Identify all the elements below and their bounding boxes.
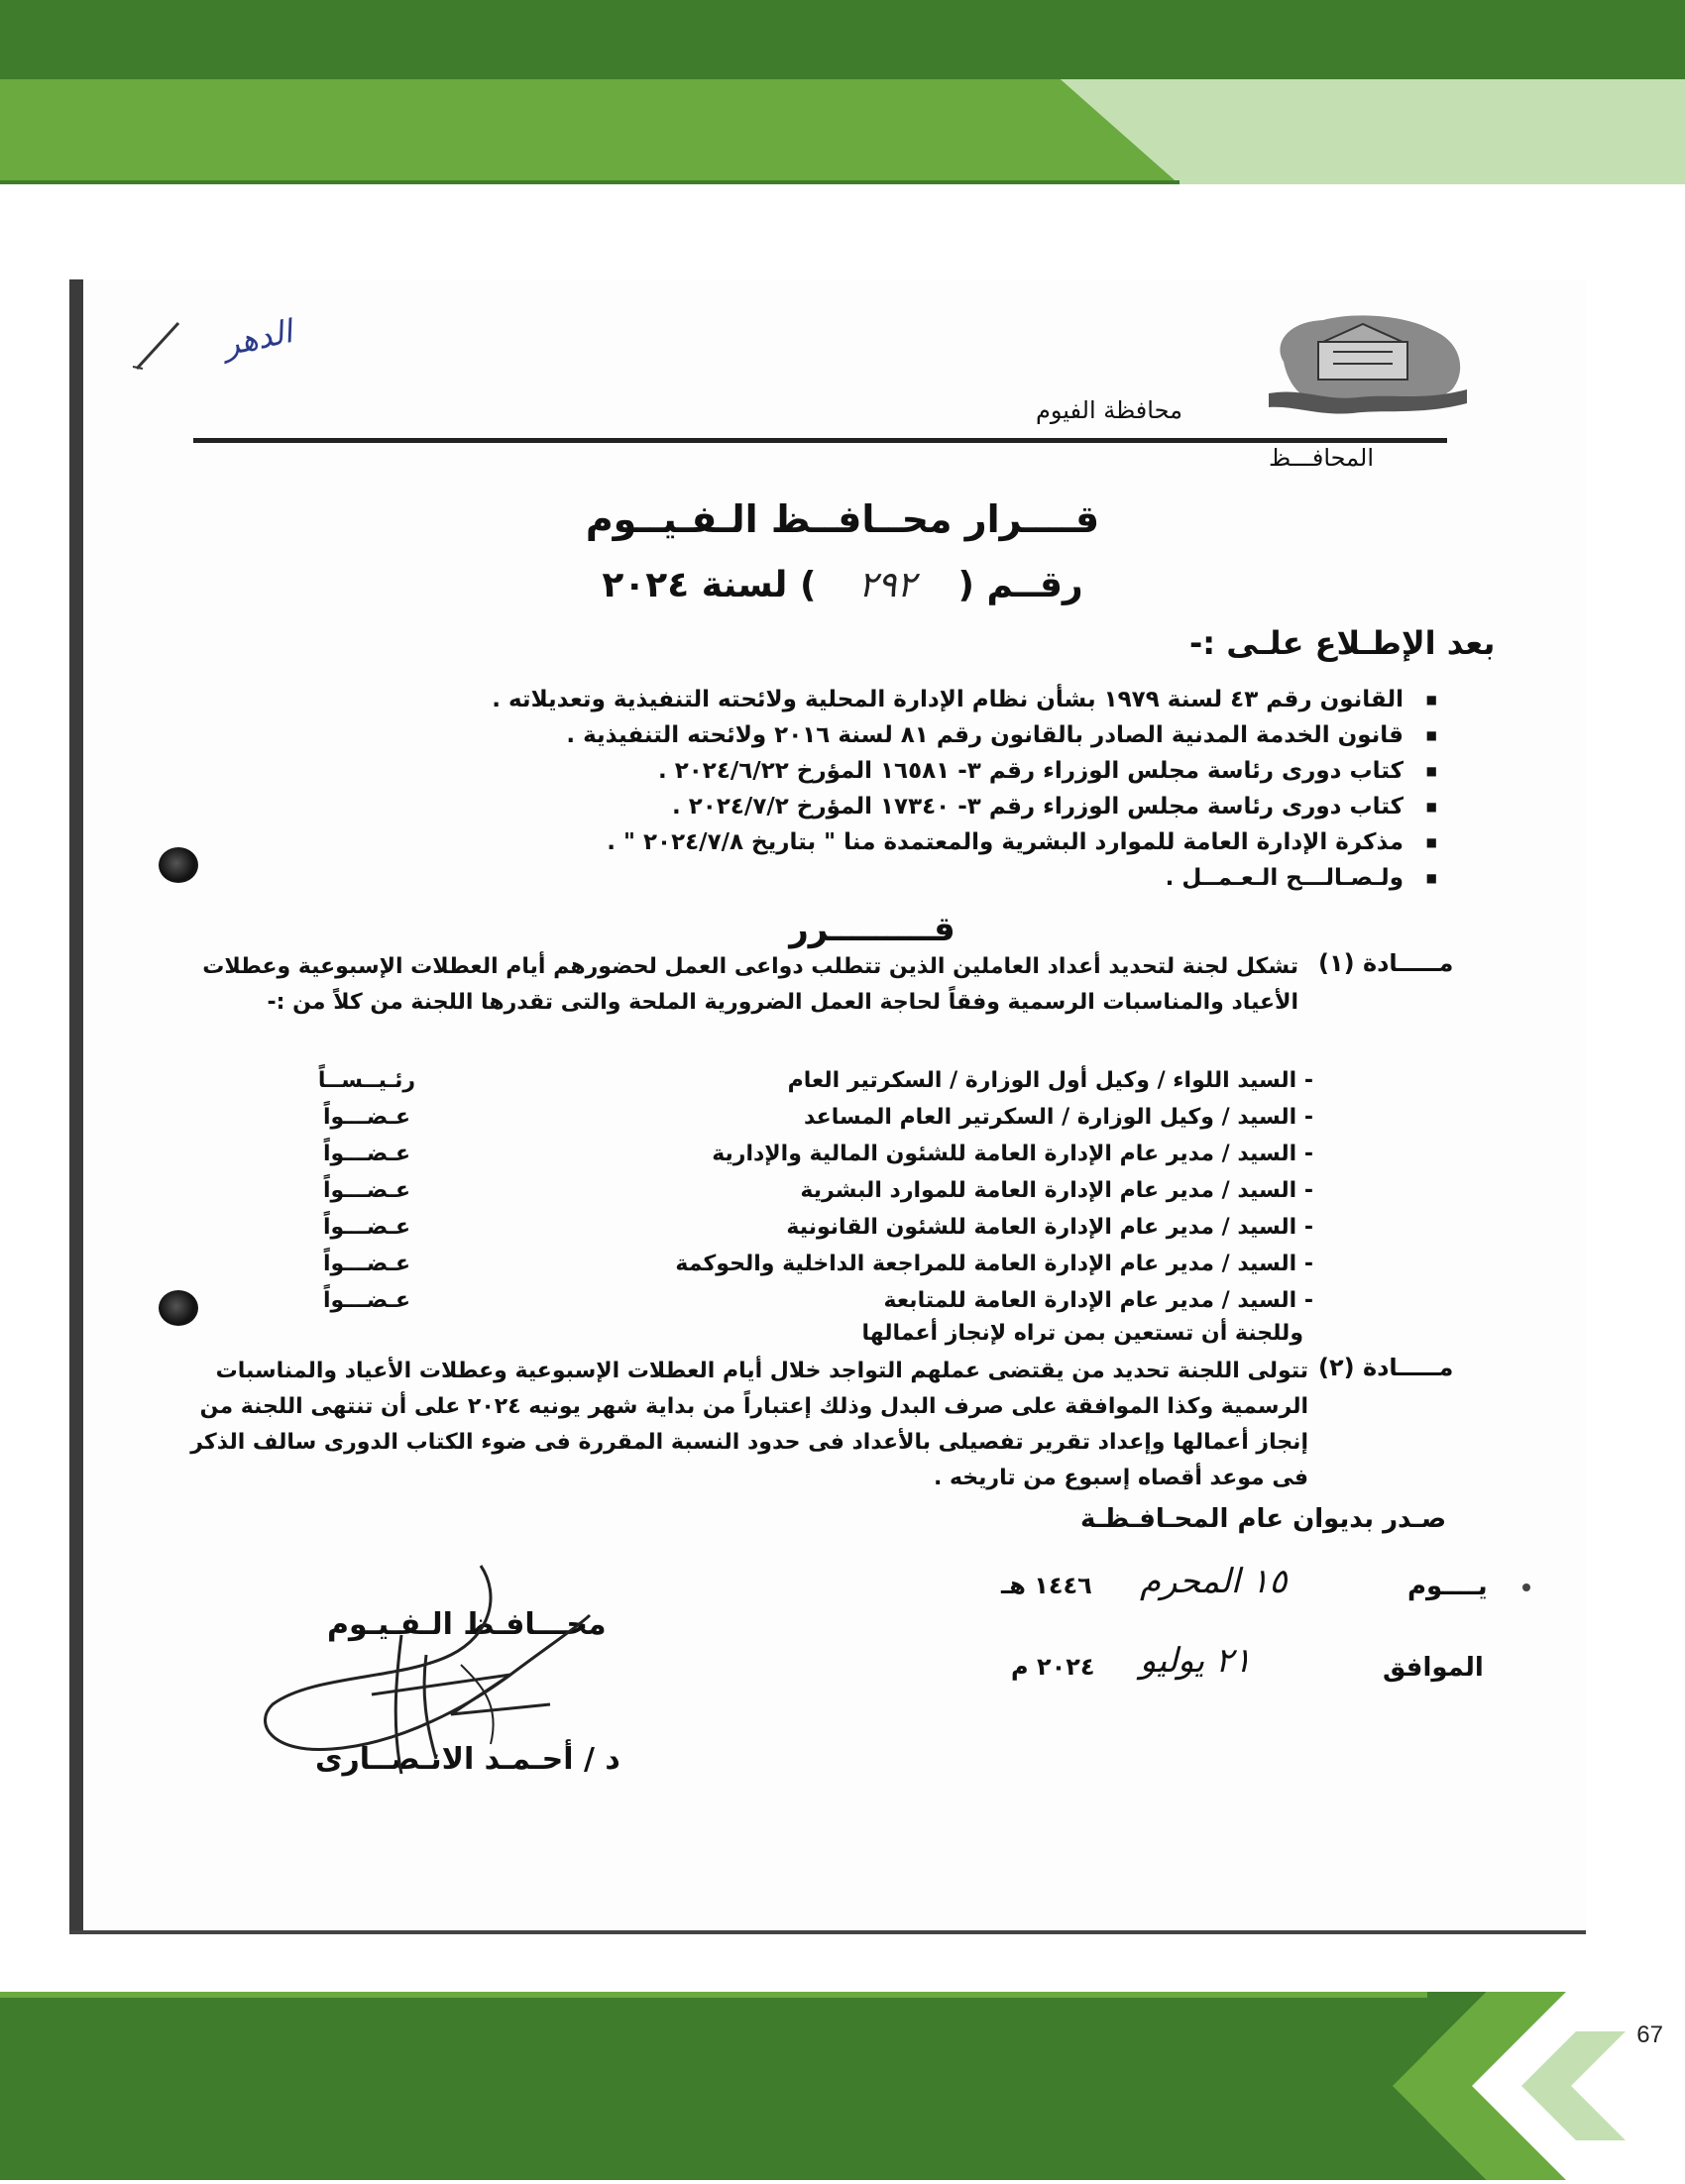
- gregorian-year: ٢٠٢٤ م: [1011, 1653, 1095, 1681]
- member-row: [282, 1172, 1313, 1209]
- gregorian-date-handwritten: ٢١ يوليو: [1140, 1641, 1252, 1681]
- margin-dot: [1522, 1583, 1530, 1591]
- member-role: عـضـــواً: [322, 1215, 411, 1240]
- article-2-text: تتولى اللجنة تحديد من يقتضى عملهم التواجد خلال أيام العطلات الإسبوعية وعطلات الأعياد والمناسبات الرسمية وكذا الموافقة على صرف البدل وذلك إعتباراً من بداية شهر يونيه ٢٠٢٤ على أن تنتهى اللجنة من إنجاز أعمالها وإعداد تقرير تفصيلى بالأعداد فى حدود النسبة المقررة فى ضوء الكتاب الدورى سالف الذكر فى موعد أقصاه إسبوع من تاريخه .: [190, 1359, 1308, 1490]
- member-role: عـضـــواً: [322, 1105, 411, 1130]
- member-row: [282, 1282, 1313, 1319]
- handwritten-note: الدهر: [219, 312, 296, 364]
- decree-number-handwritten: ٢٩٢: [857, 565, 916, 605]
- signatory-title: محـــافـظ الـفـيـوم: [327, 1607, 607, 1642]
- member-name: - السيد / مدير عام الإدارة العامة للشئون المالية والإدارية: [712, 1142, 1313, 1166]
- member-row: [282, 1246, 1313, 1282]
- committee-members: [282, 1062, 1313, 1319]
- pen-stroke-icon: [129, 317, 188, 381]
- signatory-name: د / أحـمـد الانـصــارى: [315, 1742, 620, 1777]
- member-row: [282, 1062, 1313, 1099]
- member-role: رئـيــســاً: [317, 1068, 416, 1093]
- page-number: 67: [1636, 2021, 1663, 2048]
- member-row: [282, 1209, 1313, 1246]
- governor-label: المحافـــظ: [1269, 444, 1375, 472]
- punch-hole: [159, 1290, 198, 1326]
- preamble-heading: بعد الإطـلاع علـى :-: [1189, 624, 1496, 662]
- decree-number-suffix: ) لسنة ٢٠٢٤: [602, 565, 817, 605]
- decree-number: [535, 565, 1150, 605]
- member-role: عـضـــواً: [322, 1178, 411, 1203]
- member-role: عـضـــواً: [322, 1252, 411, 1276]
- reference-item: ■ مذكرة الإدارة العامة للموارد البشرية والمعتمدة منا " بتاريخ ٢٠٢٤/٧/٨ " .: [347, 824, 1437, 860]
- signature-icon: [253, 1556, 649, 1788]
- committee-note: وللجنة أن تستعين بمن تراه لإنجاز أعمالها: [861, 1321, 1303, 1346]
- member-name: - السيد / مدير عام الإدارة العامة للمراجعة الداخلية والحوكمة: [675, 1252, 1313, 1276]
- article-2-label: مـــــادة (٢): [1318, 1354, 1454, 1381]
- punch-hole: [159, 847, 198, 883]
- references-list: [347, 682, 1437, 896]
- governorate-emblem-icon: [1264, 302, 1472, 425]
- member-row: [282, 1099, 1313, 1136]
- decision-heading: قـــــــــرر: [789, 910, 955, 949]
- day-label: يــــوم: [1407, 1572, 1488, 1601]
- top-banner: [0, 0, 1685, 184]
- reference-item: ■ قانون الخدمة المدنية الصادر بالقانون رقم ٨١ لسنة ٢٠١٦ ولائحته التنفيذية .: [347, 717, 1437, 753]
- scan-left-edge: [69, 279, 83, 1934]
- member-row: [282, 1136, 1313, 1172]
- reference-item: ■ كتاب دورى رئاسة مجلس الوزراء رقم ٣- ١٦٥٨١ المؤرخ ٢٠٢٤/٦/٢٢ .: [347, 753, 1437, 789]
- reference-item: ■ كتاب دورى رئاسة مجلس الوزراء رقم ٣- ١٧٣٤٠ المؤرخ ٢٠٢٤/٧/٢ .: [347, 789, 1437, 824]
- issued-at: صـدر بديوان عام المحـافـظـة: [1080, 1504, 1447, 1534]
- member-role: عـضـــواً: [322, 1288, 411, 1313]
- corresponding-label: الموافق: [1383, 1653, 1484, 1683]
- member-name: - السيد / مدير عام الإدارة العامة للموارد البشرية: [800, 1178, 1313, 1203]
- member-name: - السيد / مدير عام الإدارة العامة للمتابعة: [883, 1288, 1313, 1313]
- member-name: - السيد اللواء / وكيل أول الوزارة / السكرتير العام: [787, 1068, 1313, 1093]
- reference-item: ■ القانون رقم ٤٣ لسنة ١٩٧٩ بشأن نظام الإدارة المحلية ولائحته التنفيذية وتعديلاته .: [347, 682, 1437, 717]
- article-1-text: تشكل لجنة لتحديد أعداد العاملين الذين تتطلب دواعى العمل لحضورهم أيام العطلات الإسبوعية وعطلات الأعياد والمناسبات الرسمية وفقاً لحاجة العمل الضرورية الملحة والتى تقدرها اللجنة من كلاً من :-: [202, 954, 1298, 1015]
- hijri-date-handwritten: ١٥ المحرم: [1140, 1562, 1288, 1601]
- member-name: - السيد / مدير عام الإدارة العامة للشئون القانونية: [786, 1215, 1313, 1240]
- scan-bottom-edge: [69, 1930, 1586, 1934]
- governorate-name: محافظة الفيوم: [1036, 396, 1182, 424]
- article-1-label: مـــــادة (١): [1318, 949, 1454, 977]
- hijri-year: ١٤٤٦ هـ: [1001, 1572, 1092, 1599]
- reference-item: ■ ولـصـالـــح الـعـمــل .: [347, 860, 1437, 896]
- member-role: عـضـــواً: [322, 1142, 411, 1166]
- decree-title: قــــرار محــافــظ الـفـيــوم: [585, 497, 1100, 541]
- header-divider: [193, 438, 1447, 443]
- member-name: - السيد / وكيل الوزارة / السكرتير العام المساعد: [803, 1105, 1313, 1130]
- bottom-banner: [0, 1992, 1685, 2180]
- decree-number-prefix: رقــم (: [957, 565, 1083, 605]
